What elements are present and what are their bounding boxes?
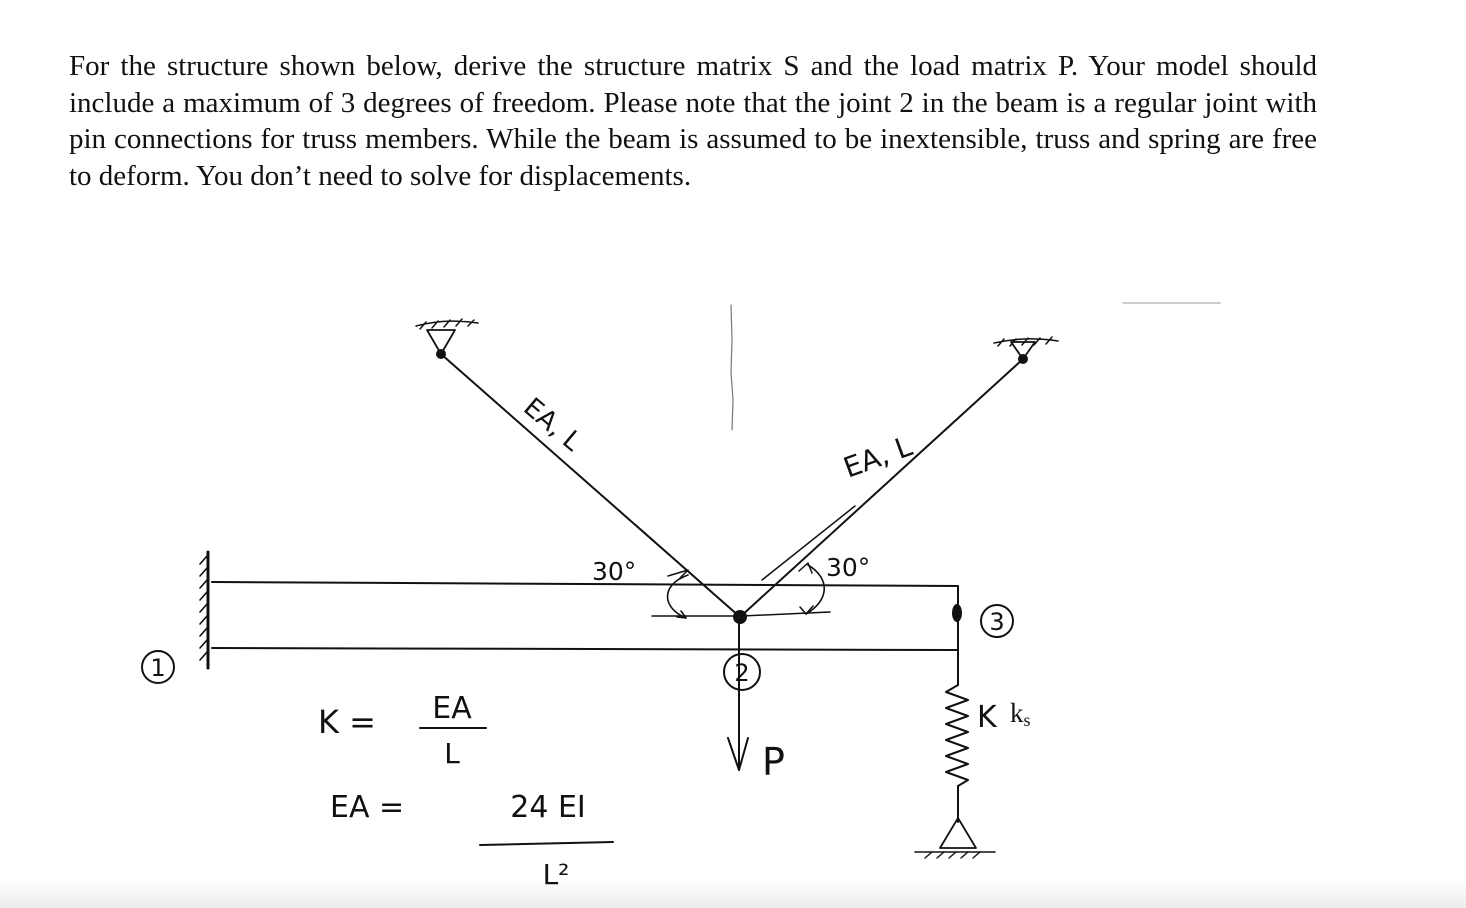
left-member-label: EA, L [517, 392, 587, 458]
beam [212, 582, 958, 650]
left-angle-arc [652, 570, 742, 618]
k-equation-denominator: L [444, 737, 460, 770]
k-equation-lhs: K = [318, 703, 376, 741]
problem-statement: For the structure shown below, derive the structure matrix S and the load matrix P. Your model should include a maximum of 3 degrees of freedom. Please note that the joint 2 in the beam is a regular joint with pin connections for truss members. While the beam is assumed to be inextensible, truss and spring are free to deform. You don’t need to solve for displacements. [69, 50, 1317, 192]
left-angle-label: 30° [592, 557, 637, 586]
guide-line [731, 305, 733, 430]
right-angle-arc [742, 563, 830, 616]
ea-equation-lhs: EA = [330, 790, 405, 825]
joint-1-label: 1 [150, 654, 166, 682]
spring [946, 650, 968, 822]
load-arrow [728, 617, 748, 770]
left-truss-pin [436, 349, 446, 359]
joint-3-node [952, 604, 962, 622]
right-truss-member [740, 337, 1058, 617]
ea-fraction-bar [480, 842, 613, 845]
right-member-label: EA, L [839, 429, 917, 485]
fixed-wall-support [200, 552, 208, 668]
ea-equation-denominator: L² [542, 858, 570, 891]
right-angle-label: 30° [826, 553, 871, 582]
spring-hand-label: K [977, 700, 997, 735]
load-label: P [762, 740, 785, 784]
left-truss-member [416, 319, 740, 617]
k-equation-numerator: EA [432, 691, 472, 726]
pin-support [915, 818, 995, 858]
joint-2-node [733, 610, 747, 624]
right-truss-pin [1018, 354, 1028, 364]
spring-typed-label: ks [1010, 698, 1031, 730]
joint-2-label: 2 [734, 659, 750, 687]
ea-equation-numerator: 24 EI [510, 790, 586, 825]
joint-3-label: 3 [989, 608, 1005, 636]
